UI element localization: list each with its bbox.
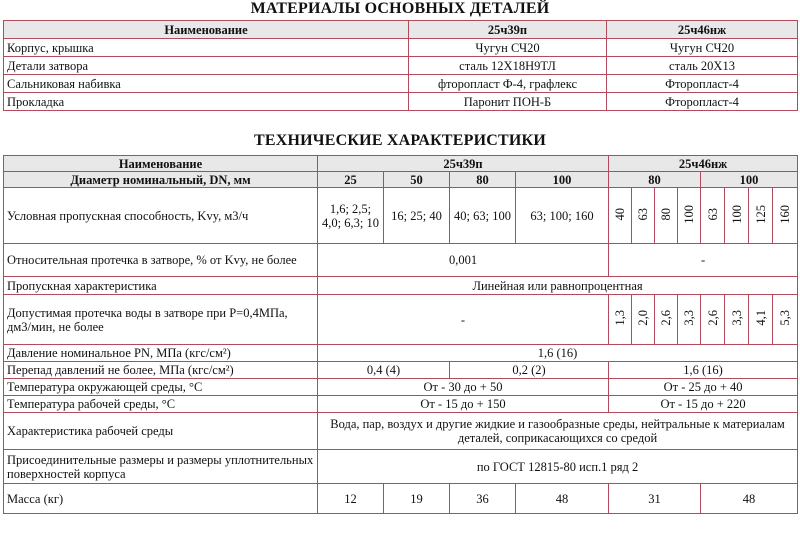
dp-value-b: 1,6 (16) [609,362,798,379]
dn-value: 50 [384,172,450,188]
material-part: Корпус, крышка [4,39,409,57]
mass-label: Масса (кг) [4,484,318,514]
leak-water-cell [701,295,725,345]
tech-header-row [4,156,798,172]
kvy-value-cell [749,188,773,244]
dn-value: 25 [318,172,384,188]
leak-water-value: 4,1 [753,310,768,326]
leak-water-value: 3,3 [682,310,697,326]
kvy-value: 63; 100; 160 [516,188,609,244]
tech-title: ТЕХНИЧЕСКИЕ ХАРАКТЕРИСТИКИ [254,132,546,149]
mass-value: 36 [450,484,516,514]
flow-value: Линейная или равнопроцентная [318,277,798,295]
kvy-row [4,188,798,244]
leak-water-value: 5,3 [778,310,793,326]
leak-water-value: 2,6 [705,310,720,326]
material-b: сталь 20Х13 [607,57,798,75]
material-a: фторопласт Ф-4, графлекс [409,75,607,93]
medium-label: Характеристика рабочей среды [4,413,318,450]
leak-water-value: 2,0 [636,310,651,326]
dp-label: Перепад давлений не более, МПа (кгс/см²) [4,362,318,379]
kvy-value: 160 [778,204,793,224]
flow-label: Пропускная характеристика [4,277,318,295]
t-amb-label: Температура окружающей среды, °С [4,379,318,396]
medium-row [4,413,798,450]
table-row [4,57,798,75]
leak-water-cell [749,295,773,345]
conn-value: по ГОСТ 12815-80 исп.1 ряд 2 [318,450,798,484]
kvy-value: 125 [753,204,768,224]
conn-label: Присоединительные размеры и размеры уплотнительных поверхностей корпуса [4,450,318,484]
mass-value: 48 [516,484,609,514]
dn-label: Диаметр номинальный, DN, мм [4,172,318,188]
t-work-value-b: От - 15 до + 220 [609,396,798,413]
tech-header-name: Наименование [4,156,318,172]
header-model-b: 25ч46нж [607,21,798,39]
conn-row [4,450,798,484]
leak-water-value: 3,3 [729,310,744,326]
kvy-value: 40; 63; 100 [450,188,516,244]
pn-value: 1,6 (16) [318,345,798,362]
leak-water-cell [678,295,701,345]
pn-label: Давление номинальное PN, МПа (кгс/см²) [4,345,318,362]
leak-rel-row [4,244,798,277]
materials-title: МАТЕРИАЛЫ ОСНОВНЫХ ДЕТАЛЕЙ [250,0,550,17]
kvy-label: Условная пропускная способность, Kvy, м3/ч [4,188,318,244]
material-a: сталь 12Х18Н9ТЛ [409,57,607,75]
t-amb-value-a: От - 30 до + 50 [318,379,609,396]
kvy-value: 100 [682,204,697,224]
material-a: Чугун СЧ20 [409,39,607,57]
kvy-value: 63 [636,207,651,221]
dn-value: 80 [450,172,516,188]
medium-value: Вода, пар, воздух и другие жидкие и газообразные среды, нейтральные к материалам деталей, соприкасающихся со средой [318,413,798,450]
kvy-value-cell [678,188,701,244]
table-row [4,93,798,111]
t-work-label: Температура рабочей среды, °С [4,396,318,413]
kvy-value: 40 [613,207,628,221]
leak-water-cell [725,295,749,345]
kvy-value-cell [725,188,749,244]
materials-table [3,20,798,111]
dp-row [4,362,798,379]
leak-water-cell [632,295,655,345]
header-name: Наименование [4,21,409,39]
leak-rel-value-a: 0,001 [318,244,609,277]
material-b: Фторопласт-4 [607,75,798,93]
mass-value: 12 [318,484,384,514]
mass-value: 48 [701,484,798,514]
material-part: Детали затвора [4,57,409,75]
material-b: Чугун СЧ20 [607,39,798,57]
leak-rel-value-b: - [609,244,798,277]
dp-value-a2: 0,2 (2) [450,362,609,379]
dn-value: 100 [516,172,609,188]
materials-header-row [4,21,798,39]
kvy-value: 1,6; 2,5; 4,0; 6,3; 10 [318,188,384,244]
t-amb-row [4,379,798,396]
dn-value: 100 [701,172,798,188]
kvy-value: 100 [729,204,744,224]
mass-row [4,484,798,514]
tech-header-model-a: 25ч39п [318,156,609,172]
tech-table [3,155,798,514]
leak-water-cell [609,295,632,345]
leak-water-cell [655,295,678,345]
flow-row [4,277,798,295]
kvy-value: 63 [705,207,720,221]
header-model-a: 25ч39п [409,21,607,39]
material-part: Прокладка [4,93,409,111]
kvy-value-cell [701,188,725,244]
material-a: Паронит ПОН-Б [409,93,607,111]
kvy-value-cell [632,188,655,244]
leak-water-value: 2,6 [659,310,674,326]
kvy-value-cell [609,188,632,244]
material-part: Сальниковая набивка [4,75,409,93]
leak-water-row [4,295,798,345]
leak-rel-label: Относительная протечка в затворе, % от Kvy, не более [4,244,318,277]
table-row [4,39,798,57]
kvy-value-cell [773,188,798,244]
kvy-value: 80 [659,207,674,221]
tech-header-model-b: 25ч46нж [609,156,798,172]
table-row [4,75,798,93]
leak-water-cell [773,295,798,345]
leak-water-label: Допустимая протечка воды в затворе при P=0,4МПа, дм3/мин, не более [4,295,318,345]
pn-row [4,345,798,362]
leak-water-value: 1,3 [613,310,628,326]
dn-value: 80 [609,172,701,188]
kvy-value: 16; 25; 40 [384,188,450,244]
dn-row [4,172,798,188]
mass-value: 31 [609,484,701,514]
dp-value-a1: 0,4 (4) [318,362,450,379]
mass-value: 19 [384,484,450,514]
t-work-value-a: От - 15 до + 150 [318,396,609,413]
leak-water-value-a: - [318,295,609,345]
t-amb-value-b: От - 25 до + 40 [609,379,798,396]
kvy-value-cell [655,188,678,244]
material-b: Фторопласт-4 [607,93,798,111]
t-work-row [4,396,798,413]
